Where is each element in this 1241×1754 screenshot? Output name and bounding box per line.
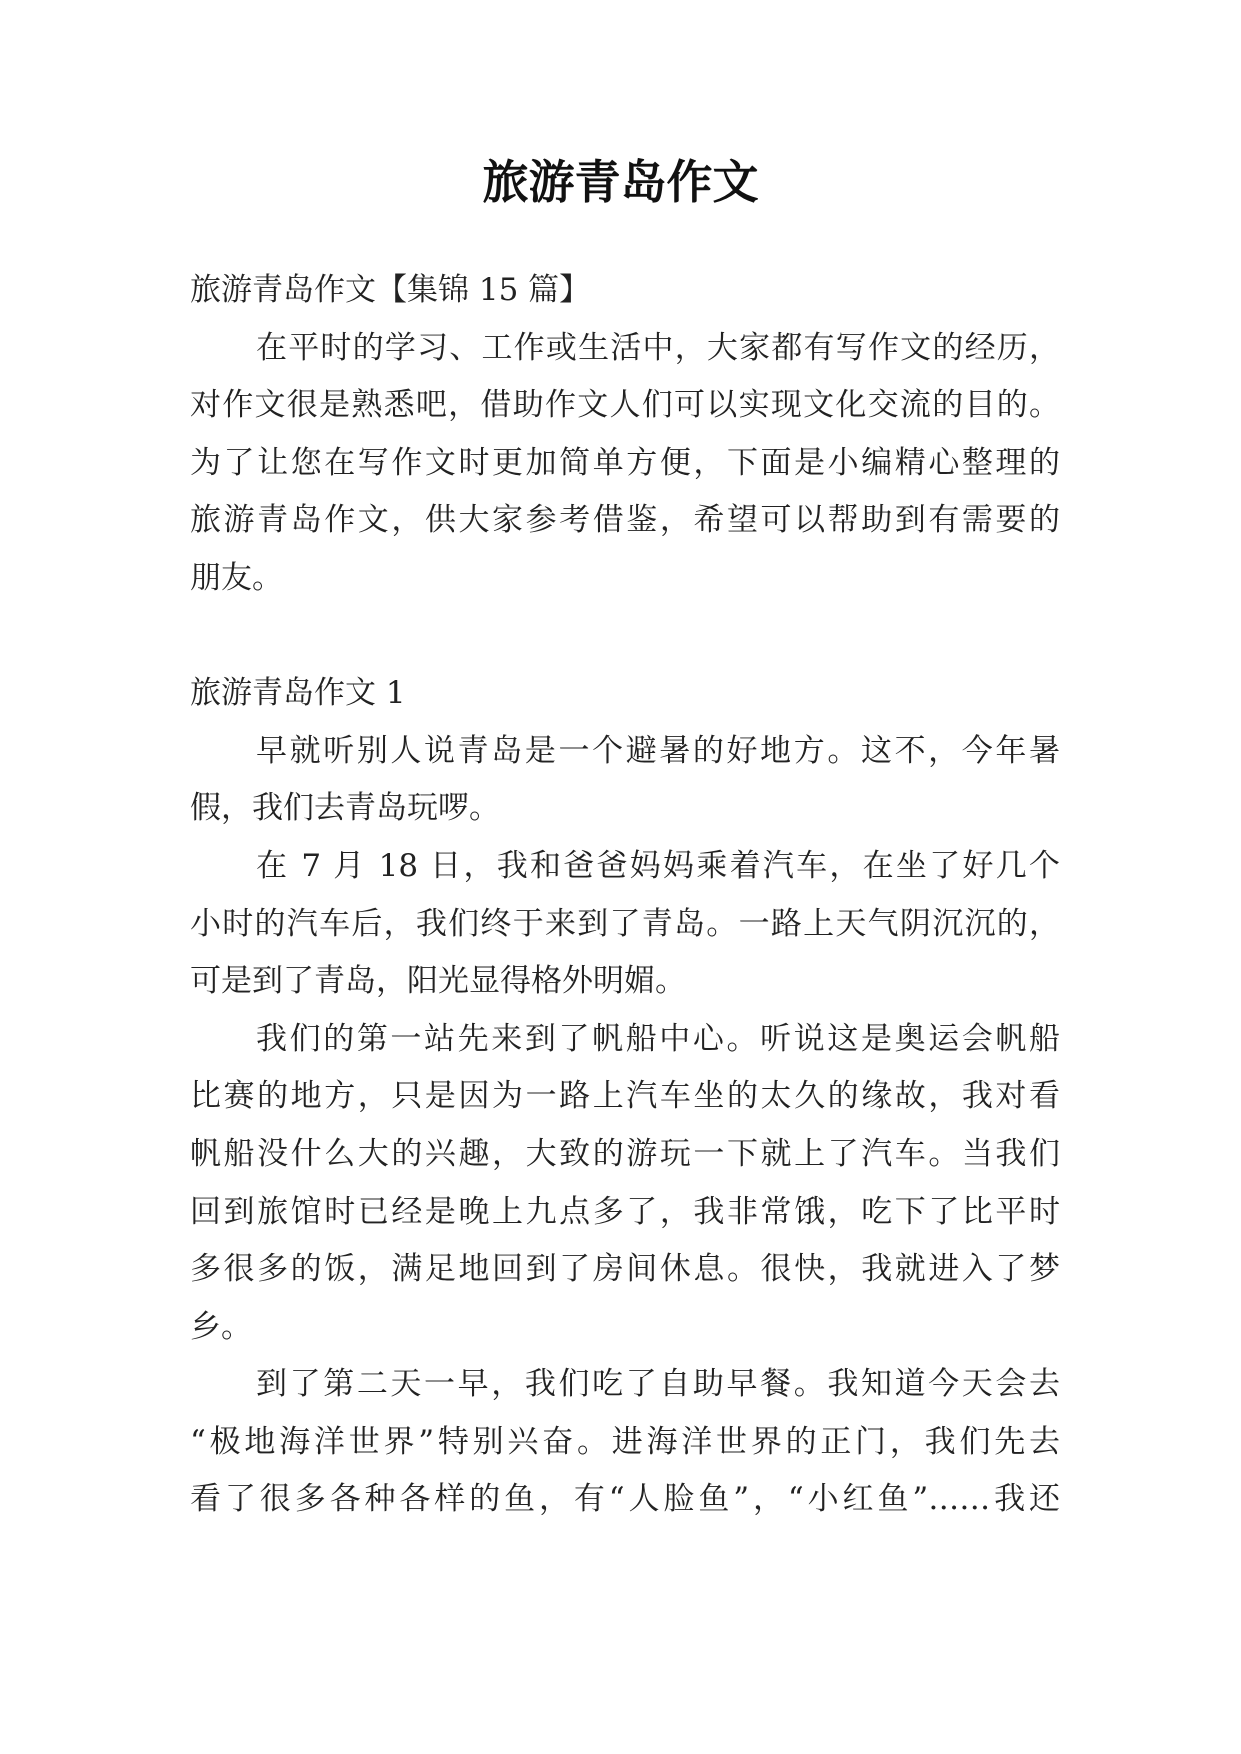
text-line: 可是到了青岛，阳光显得格外明媚。 bbox=[190, 963, 686, 1000]
essay-paragraph-1 bbox=[190, 723, 1060, 838]
text-line: “极地海洋世界”特别兴奋。进海洋世界的正门，我们先去 bbox=[190, 1423, 1060, 1460]
text-line: 假，我们去青岛玩啰。 bbox=[190, 790, 500, 827]
text-line: 小时的汽车后，我们终于来到了青岛。一路上天气阴沉沉的， bbox=[190, 905, 1060, 942]
intro-paragraph bbox=[190, 320, 1060, 608]
text-line: 为了让您在写作文时更加简单方便，下面是小编精心整理的 bbox=[190, 444, 1060, 481]
text-line: 回到旅馆时已经是晚上九点多了，我非常饿，吃下了比平时 bbox=[190, 1193, 1060, 1230]
text-line: 乡。 bbox=[190, 1308, 252, 1345]
essay-paragraph-4 bbox=[190, 1356, 1060, 1529]
text-line: 在 7 月 18 日，我和爸爸妈妈乘着汽车，在坐了好几个 bbox=[256, 847, 1060, 884]
document-body bbox=[190, 262, 1060, 1529]
essay-heading: 旅游青岛作文 1 bbox=[190, 675, 406, 712]
text-line: 早就听别人说青岛是一个避暑的好地方。这不，今年暑 bbox=[256, 732, 1060, 769]
text-line: 在平时的学习、工作或生活中，大家都有写作文的经历， bbox=[256, 329, 1060, 366]
text-line: 朋友。 bbox=[190, 559, 283, 596]
essay-paragraph-3 bbox=[190, 1011, 1060, 1357]
text-line: 我们的第一站先来到了帆船中心。听说这是奥运会帆船 bbox=[256, 1020, 1060, 1057]
text-line: 看了很多各种各样的鱼，有“人脸鱼”，“小红鱼”……我还 bbox=[190, 1481, 1060, 1518]
collection-subtitle: 旅游青岛作文【集锦 15 篇】 bbox=[190, 272, 591, 308]
document-title: 旅游青岛作文 bbox=[482, 155, 759, 209]
text-line: 比赛的地方，只是因为一路上汽车坐的太久的缘故，我对看 bbox=[190, 1078, 1060, 1115]
text-line: 对作文很是熟悉吧，借助作文人们可以实现文化交流的目的。 bbox=[190, 387, 1060, 424]
text-line: 到了第二天一早，我们吃了自助早餐。我知道今天会去 bbox=[256, 1366, 1060, 1403]
essay-paragraph-2 bbox=[190, 838, 1060, 1011]
text-line: 多很多的饭，满足地回到了房间休息。很快，我就进入了梦 bbox=[190, 1251, 1060, 1288]
text-line: 帆船没什么大的兴趣，大致的游玩一下就上了汽车。当我们 bbox=[190, 1135, 1060, 1172]
text-line: 旅游青岛作文，供大家参考借鉴，希望可以帮助到有需要的 bbox=[190, 502, 1060, 539]
section-spacer bbox=[190, 608, 1060, 666]
